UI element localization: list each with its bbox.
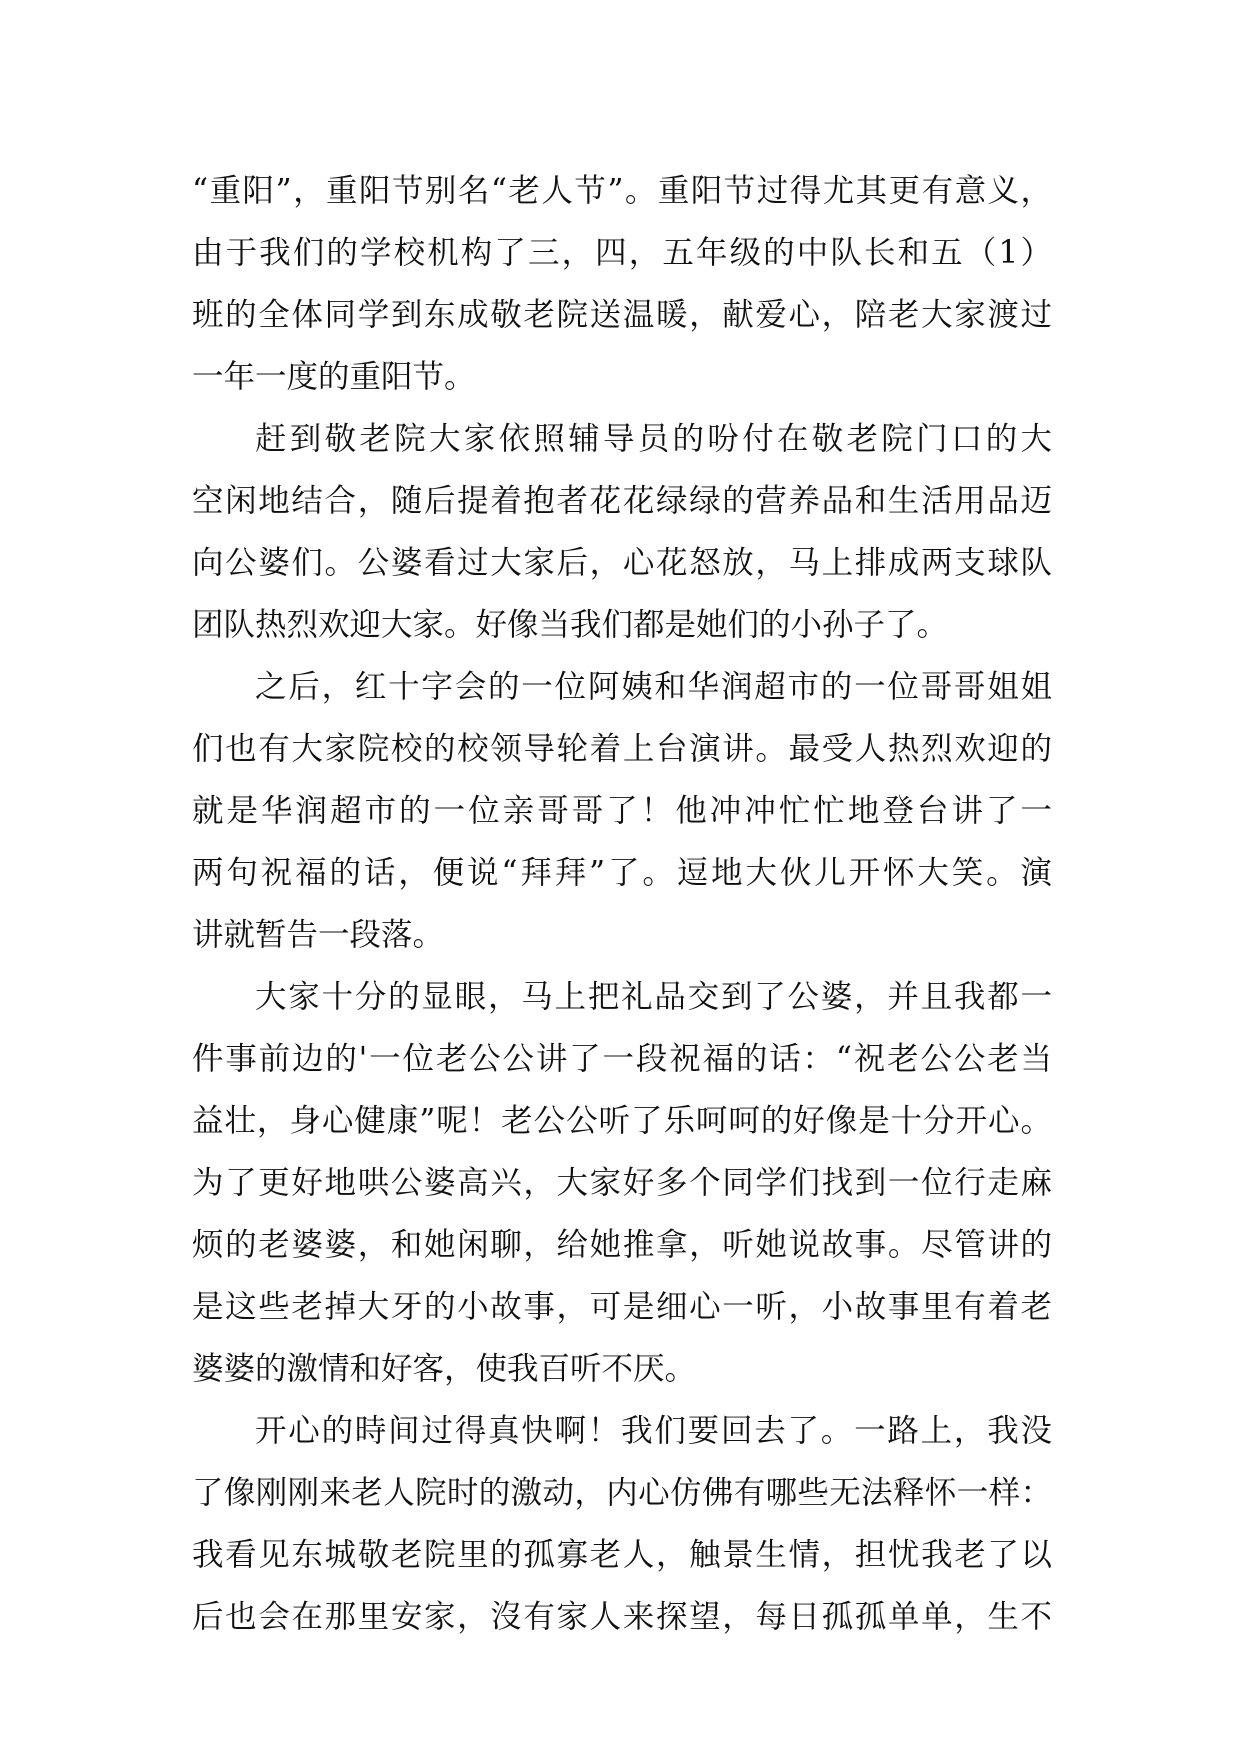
text-line: 班的全体同学到东成敬老院送温暖，献爱心，陪老大家渡过	[192, 297, 1052, 333]
text-line: 们也有大家院校的校领导轮着上台演讲。最受人热烈欢迎的	[192, 731, 1052, 767]
text-line: 为了更好地哄公婆高兴，大家好多个同学们找到一位行走麻	[192, 1165, 1052, 1201]
text-line: “重阳”，重阳节别名“老人节”。重阳节过得尤其更有意义，	[192, 173, 1052, 209]
text-line: 向公婆们。公婆看过大家后，心花怒放，马上排成两支球队	[192, 545, 1052, 581]
paragraph	[192, 1400, 1052, 1648]
text-line: 由于我们的学校机构了三，四，五年级的中队长和五（1）	[192, 235, 1052, 271]
text-line: 我看见东城敬老院里的孤寡老人，触景生情，担忧我老了以	[192, 1537, 1052, 1573]
paragraph	[192, 160, 1052, 408]
text-line: 讲就暂告一段落。	[192, 917, 445, 953]
text-line: 就是华润超市的一位亲哥哥了！他冲冲忙忙地登台讲了一	[192, 793, 1052, 829]
paragraph	[192, 408, 1052, 656]
text-line: 赶到敬老院大家依照辅导员的吩付在敬老院门口的大	[255, 421, 1052, 457]
text-line: 团队热烈欢迎大家。好像当我们都是她们的小孙子了。	[192, 607, 949, 643]
text-line: 大家十分的显眼，马上把礼品交到了公婆，并且我都一	[255, 979, 1052, 1015]
text-line: 一年一度的重阳节。	[192, 359, 476, 395]
text-line: 后也会在那里安家，沒有家人来探望，每日孤孤单单，生不	[192, 1599, 1052, 1635]
text-line: 是这些老掉大牙的小故事，可是细心一听，小故事里有着老	[192, 1289, 1052, 1325]
document-page	[192, 160, 1052, 1648]
text-line: 烦的老婆婆，和她闲聊，给她推拿，听她说故事。尽管讲的	[192, 1227, 1052, 1263]
text-line: 了像刚刚来老人院时的激动，内心仿佛有哪些无法释怀一样：	[192, 1475, 1052, 1511]
text-line: 开心的時间过得真快啊！我们要回去了。一路上，我没	[255, 1413, 1052, 1449]
text-line: 婆婆的激情和好客，使我百听不厌。	[192, 1351, 697, 1387]
text-line: 件事前边的'一位老公公讲了一段祝福的话：“祝老公公老当	[192, 1041, 1052, 1077]
paragraph	[192, 656, 1052, 966]
text-line: 空闲地结合，随后提着抱者花花绿绿的营养品和生活用品迈	[192, 483, 1052, 519]
text-line: 两句祝福的话，便说“拜拜”了。逗地大伙儿开怀大笑。演	[192, 855, 1052, 891]
text-line: 之后，红十字会的一位阿姨和华润超市的一位哥哥姐姐	[255, 669, 1052, 705]
text-line: 益壮，身心健康”呢！老公公听了乐呵呵的好像是十分开心。	[192, 1103, 1052, 1139]
paragraph	[192, 966, 1052, 1400]
